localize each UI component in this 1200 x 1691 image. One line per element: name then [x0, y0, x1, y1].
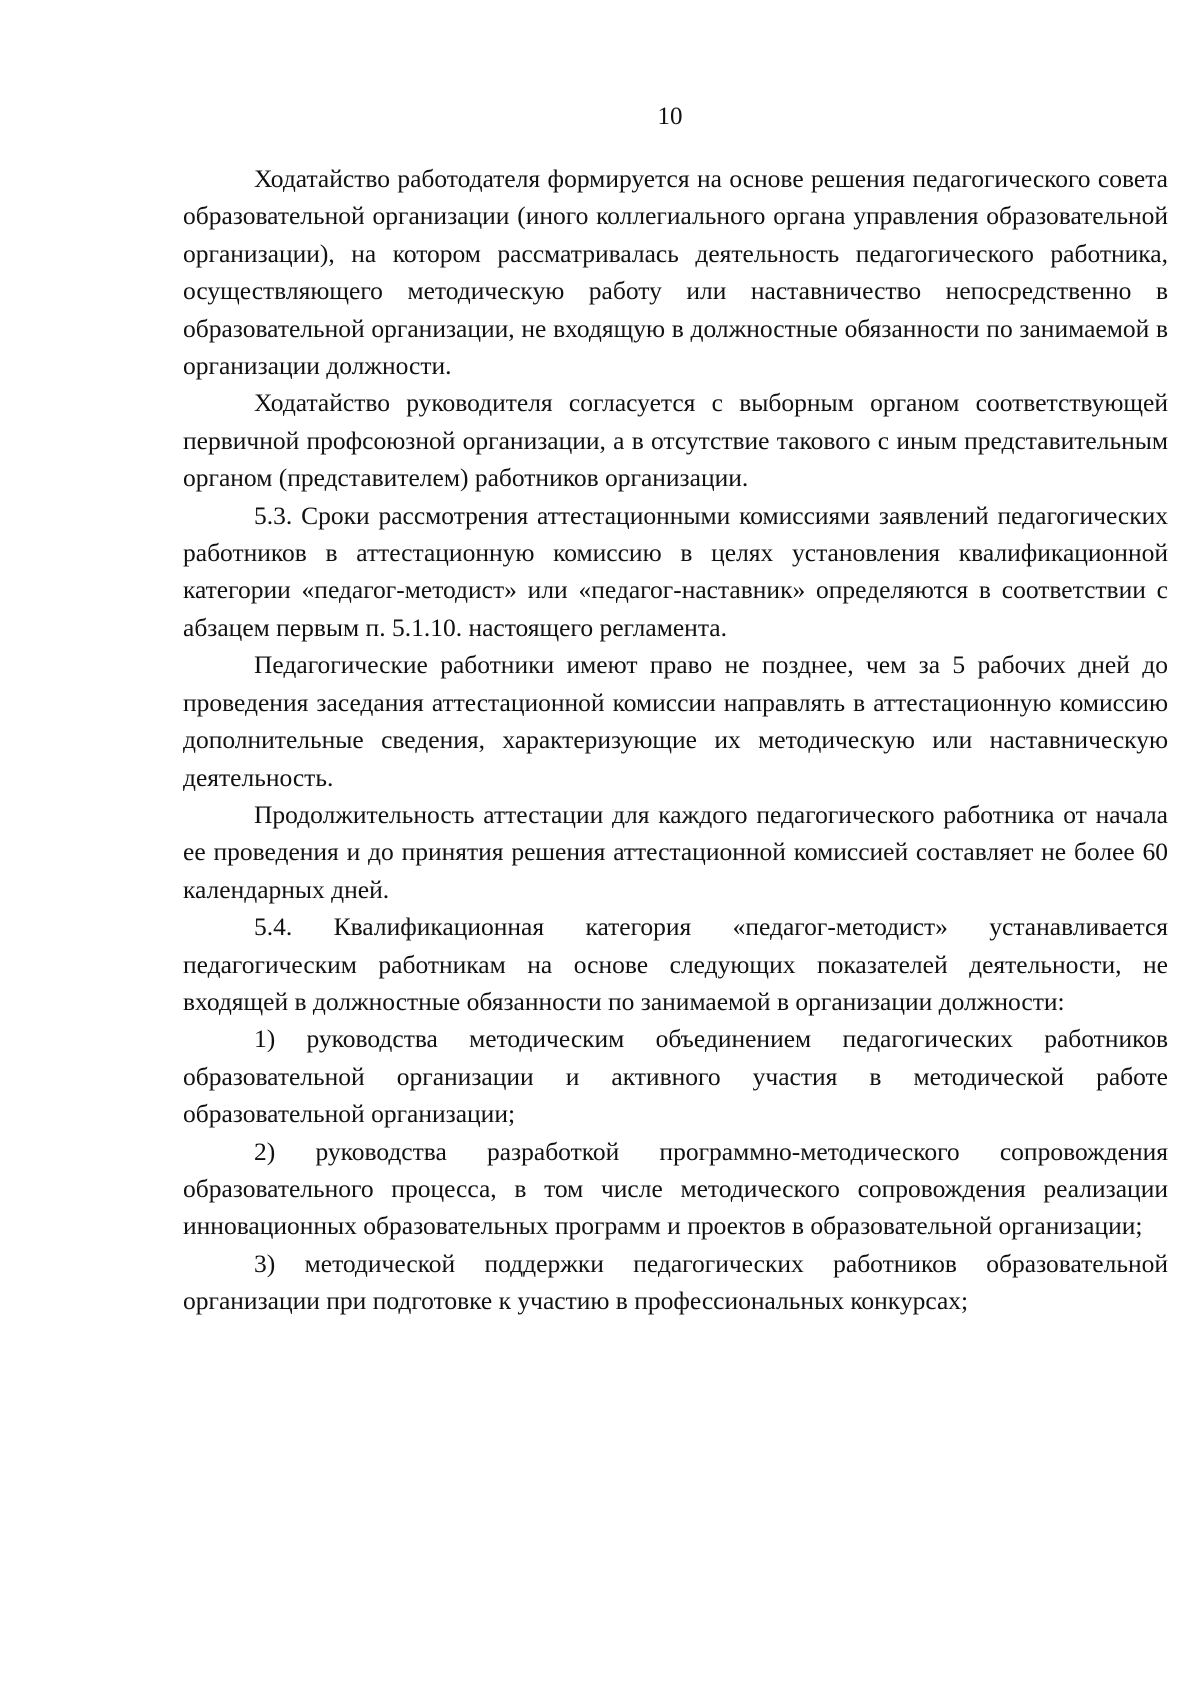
paragraph-head-petition-agreement: Ходатайство руководителя согласуется с выборным органом соответствующей первичной профсоюзной организации, а в отсутствие такового с иным представительным органом (представителем) работников организации.: [183, 388, 1168, 493]
page-number: 10: [657, 103, 683, 130]
list-item-3: 3) методической поддержки педагогических работников образовательной организации при подготовке к участию в профессиональных конкурсах;: [183, 1248, 1168, 1316]
list-item-1: 1) руководства методическим объединением педагогических работников образовательной организации и активного участия в методической работе образовательной организации;: [183, 1024, 1168, 1129]
paragraph-attestation-duration: Продолжительность аттестации для каждого педагогического работника от начала ее проведения и до принятия решения аттестационной комиссией составляет не более 60 календарных дней.: [183, 799, 1168, 904]
paragraph-additional-information: Педагогические работники имеют право не позднее, чем за 5 рабочих дней до проведения заседания аттестационной комиссии направлять в аттестационную комиссию дополнительные сведения, характеризующие их методическую или наставническую деятельность.: [183, 650, 1168, 792]
document-body: [183, 160, 1168, 1320]
list-item-2: 2) руководства разработкой программно-методического сопровождения образовательного процесса, в том числе методического сопровождения реализации инновационных образовательных программ и проектов в образовательной организации;: [183, 1136, 1168, 1241]
paragraph-section-5-4: 5.4. Квалификационная категория «педагог-методист» устанавливается педагогическим работникам на основе следующих показателей деятельности, не входящей в должностные обязанности по занимаемой в организации должности:: [183, 912, 1168, 1016]
paragraph-section-5-3: 5.3. Сроки рассмотрения аттестационными комиссиями заявлений педагогических работников в аттестационную комиссию в целях установления квалификационной категории «педагог-методист» или «педагог-наставник» определяются в соответствии с абзацем первым п. 5.1.10. настоящего регламента.: [183, 500, 1168, 642]
paragraph-employer-petition: Ходатайство работодателя формируется на основе решения педагогического совета образовательной организации (иного коллегиального органа управления образовательной организации), на котором рассматривалась деятельность педагогического работника, осуществляющего методическую работу или наставничество непосредственно в образовательной организации, не входящую в должностные обязанности по занимаемой в организации должности.: [183, 164, 1168, 381]
